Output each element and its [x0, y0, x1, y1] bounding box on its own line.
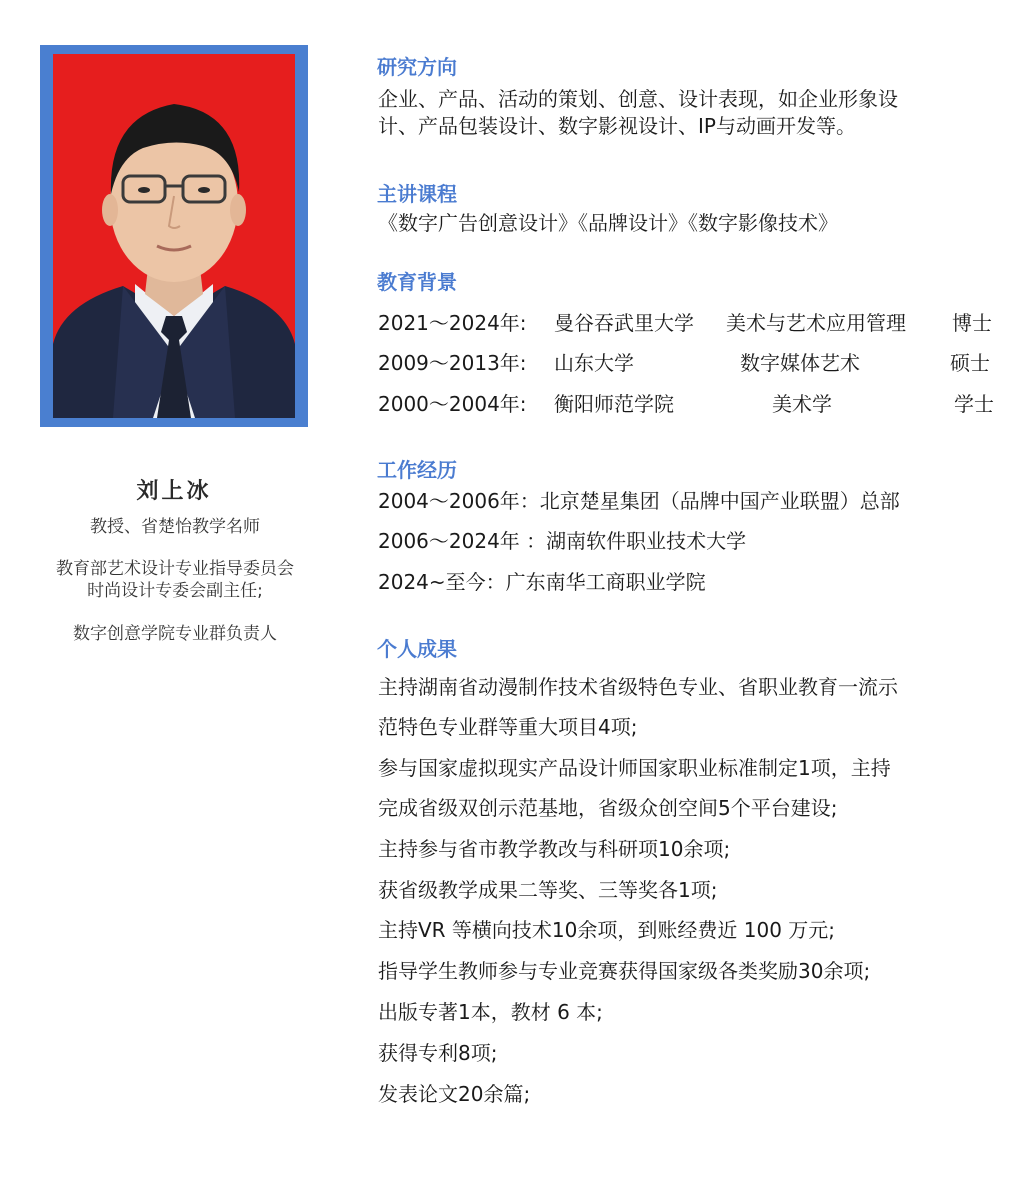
- person-committee-role-cont: 时尚设计专委会副主任;: [87, 581, 263, 601]
- achievement-line: 主持参与省市教学教改与科研项10余项;: [378, 837, 731, 861]
- achievement-line: 获省级教学成果二等奖、三等奖各1项;: [378, 878, 718, 902]
- person-name: 刘上冰: [136, 479, 212, 504]
- education-heading: 教育背景: [377, 270, 457, 294]
- education-school: 山东大学: [554, 351, 634, 375]
- portrait-illustration: [53, 54, 295, 418]
- person-department-role: 数字创意学院专业群负责人: [73, 624, 277, 644]
- achievement-line: 范特色专业群等重大项目4项;: [378, 715, 638, 739]
- work-item: 2024~至今：广东南华工商职业学院: [378, 570, 706, 594]
- courses-list: 《数字广告创意设计》《品牌设计》《数字影像技术》: [378, 211, 838, 235]
- achievement-line: 主持湖南省动漫制作技术省级特色专业、省职业教育一流示: [378, 675, 898, 699]
- achievement-line: 出版专著1本，教材 6 本;: [378, 1000, 603, 1024]
- achievement-line: 完成省级双创示范基地，省级众创空间5个平台建设;: [378, 796, 838, 820]
- achievement-line: 获得专利8项;: [378, 1041, 498, 1065]
- education-school: 曼谷吞武里大学: [554, 311, 694, 335]
- education-period: 2000～2004年:: [378, 392, 527, 416]
- research-text-line: 计、产品包装设计、数字影视设计、IP与动画开发等。: [378, 114, 856, 138]
- work-heading: 工作经历: [377, 458, 457, 482]
- education-major: 美术学: [772, 392, 832, 416]
- education-row: [378, 350, 1018, 376]
- education-row: [378, 391, 1018, 417]
- education-row: [378, 310, 1018, 336]
- education-school: 衡阳师范学院: [554, 392, 674, 416]
- person-title: 教授、省楚怡教学名师: [90, 517, 260, 537]
- person-committee-role: 教育部艺术设计专业指导委员会: [56, 559, 294, 579]
- achievement-line: 主持VR 等横向技术10余项，到账经费近 100 万元;: [378, 918, 836, 942]
- research-text-line: 企业、产品、活动的策划、创意、设计表现，如企业形象设: [378, 87, 898, 111]
- portrait-frame: [40, 45, 308, 427]
- education-degree: 硕士: [950, 351, 990, 375]
- achievements-heading: 个人成果: [377, 637, 457, 661]
- portrait-photo: [53, 54, 295, 418]
- achievement-line: 指导学生教师参与专业竞赛获得国家级各类奖励30余项;: [378, 959, 871, 983]
- achievement-line: 发表论文20余篇;: [378, 1082, 531, 1106]
- education-degree: 学士: [954, 392, 994, 416]
- education-major: 数字媒体艺术: [740, 351, 860, 375]
- education-major: 美术与艺术应用管理: [726, 311, 906, 335]
- education-period: 2021～2024年:: [378, 311, 527, 335]
- courses-heading: 主讲课程: [377, 182, 457, 206]
- work-item: 2006～2024年 ：湖南软件职业技术大学: [378, 529, 747, 553]
- achievement-line: 参与国家虚拟现实产品设计师国家职业标准制定1项，主持: [378, 756, 891, 780]
- education-degree: 博士: [952, 311, 992, 335]
- work-item: 2004～2006年：北京楚星集团（品牌中国产业联盟）总部: [378, 489, 900, 513]
- education-period: 2009～2013年:: [378, 351, 527, 375]
- research-heading: 研究方向: [377, 55, 457, 79]
